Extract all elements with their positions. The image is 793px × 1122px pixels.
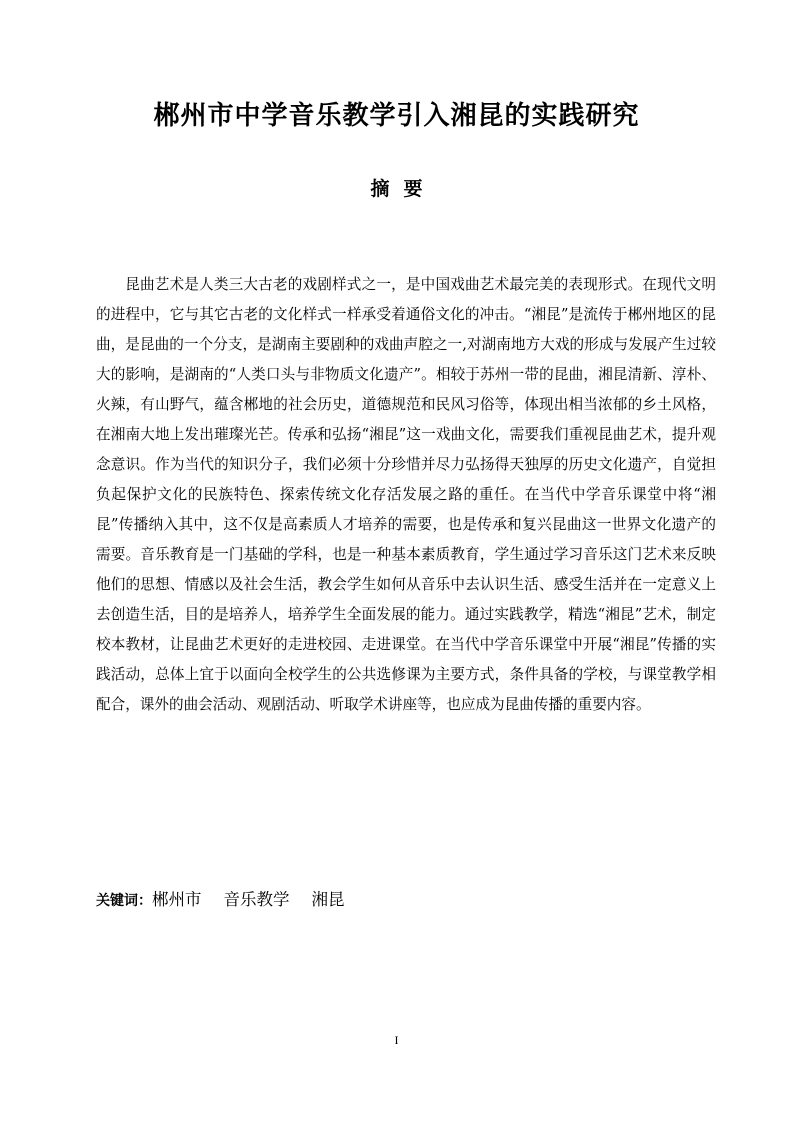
- page-title: 郴州市中学音乐教学引入湘昆的实践研究: [153, 101, 640, 131]
- keywords-line: [96, 886, 716, 915]
- abstract-body: 昆曲艺术是人类三大古老的戏剧样式之一，是中国戏曲艺术最完美的表现形式。在现代文明的进程中，它与其它古老的文化样式一样承受着通俗文化的冲击。“湘昆”是流传于郴州地区的昆曲，是昆曲的一个分支，是湖南主要剧种的戏曲声腔之一,对湖南地方大戏的形成与发展产生过较大的影响，是湖南的“人类口头与非物质文化遗产”。相较于苏州一带的昆曲，湘昆清新、淳朴、火辣，有山野气，蕴含郴地的社会历史，道德规范和民风习俗等，体现出相当浓郁的乡土风格，在湘南大地上发出璀璨光芒。传承和弘扬“湘昆”这一戏曲文化，需要我们重视昆曲艺术，提升观念意识。作为当代的知识分子，我们必须十分珍惜并尽力弘扬得天独厚的历史文化遗产，自觉担负起保护文化的民族特色、探索传统文化存活发展之路的重任。在当代中学音乐课堂中将“湘昆”传播纳入其中，这不仅是高素质人才培养的需要，也是传承和复兴昆曲这一世界文化遗产的需要。音乐教育是一门基础的学科，也是一种基本素质教育，学生通过学习音乐这门艺术来反映他们的思想、情感以及社会生活，教会学生如何从音乐中去认识生活、感受生活并在一定意义上去创造生活，目的是培养人，培养学生全面发展的能力。通过实践教学，精选“湘昆”艺术，制定校本教材，让昆曲艺术更好的走进校园、走进课堂。在当代中学音乐课堂中开展“湘昆”传播的实践活动，总体上宜于以面向全校学生的公共选修课为主要方式，条件具备的学校，与课堂教学相配合，课外的曲会活动、观剧活动、听取学术讲座等，也应成为昆曲传播的重要内容。: [96, 276, 716, 713]
- page-number: I: [394, 1033, 399, 1047]
- keywords-label: 关键词：: [96, 893, 152, 909]
- keyword: 音乐教学: [223, 890, 290, 909]
- keyword: 湘昆: [311, 890, 345, 909]
- keyword: 郴州市: [152, 890, 202, 909]
- abstract-heading: 摘要: [370, 178, 437, 200]
